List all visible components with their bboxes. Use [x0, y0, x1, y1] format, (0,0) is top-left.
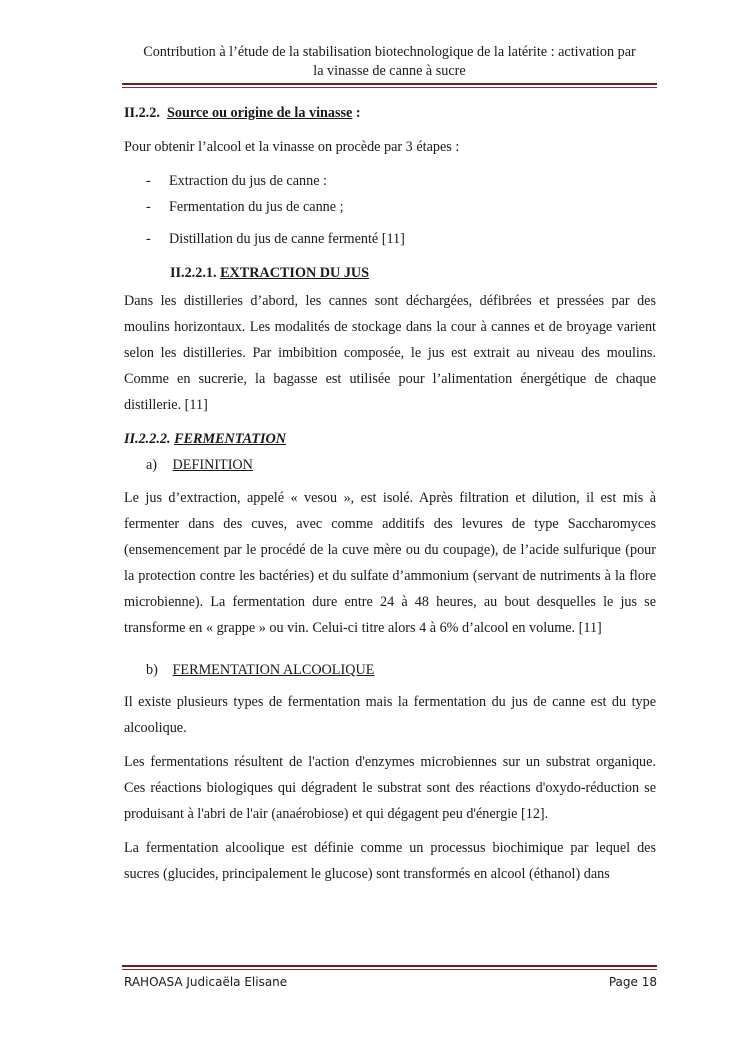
step-text: Distillation du jus de canne fermenté [11] [169, 231, 405, 247]
alcoholic-paragraph-3: La fermentation alcoolique est définie comme un processus biochimique par lequel des sucres (glucides, principalement le glucose) sont transformés en alcool (éthanol) dans [124, 840, 656, 882]
footer-page-number: Page 18 [608, 975, 657, 989]
fermentation-title: FERMENTATION [174, 431, 287, 447]
alcoholic-heading [124, 657, 656, 683]
section-number: II.2.2. [124, 105, 160, 121]
definition-title: DEFINITION [172, 457, 253, 473]
footer-rule-thin [122, 969, 657, 970]
fermentation-number: II.2.2.2. [124, 431, 171, 447]
list-item: - Distillation du jus de canne fermenté [11] [146, 231, 405, 247]
fermentation-heading [124, 426, 656, 452]
extraction-paragraph: Dans les distilleries d’abord, les cannes sont déchargées, défibrées et pressées par des moulins horizontaux. Les modalités de stockage dans la cour à cannes et de broyage varient selon les distilleries. Par imbibition composée, le jus est extrait au niveau des moulins. Comme en sucrerie, la bagasse est utilisée pour l’alimentation énergétique de chaque distillerie. [11] [124, 293, 656, 413]
alcoholic-title: FERMENTATION ALCOOLIQUE [172, 662, 375, 678]
step-text: Fermentation du jus de canne ; [169, 199, 344, 215]
extraction-heading [124, 260, 656, 286]
page-body [124, 100, 656, 887]
alcoholic-paragraph-2: Les fermentations résultent de l'action d'enzymes microbiennes sur un substrat organique. Ces réactions biologiques qui dégradent le substrat sont des réactions d'oxydo-réduction se produisant à l'abri de l'air (anaérobiose) et qui dégagent peu d'énergie [12]. [124, 754, 656, 822]
section-title: Source ou origine de la vinasse [166, 105, 353, 121]
steps-list [124, 168, 656, 252]
extraction-number: II.2.2.1. [170, 265, 217, 281]
step-text: Extraction du jus de canne : [169, 173, 327, 189]
header-line-2: la vinasse de canne à sucre [313, 63, 466, 79]
list-item: - Fermentation du jus de canne ; [146, 199, 344, 215]
footer-rule-thick [122, 965, 657, 967]
section-heading [124, 100, 656, 126]
intro-paragraph: Pour obtenir l’alcool et la vinasse on procède par 3 étapes : [124, 139, 460, 155]
header-rule-thin [122, 87, 657, 88]
definition-paragraph: Le jus d’extraction, appelé « vesou », est isolé. Après filtration et dilution, il est mis à fermenter dans des cuves, avec comme additifs des levures de type Saccharomyces (ensemencement par le procédé de la cuve mère ou du coupage), de l’acide sulfurique (pour la protection contre les bactéries) et du sulfate d’ammonium (servant de nutriments à la flore microbienne). La fermentation dure entre 24 à 48 heures, au bout desquelles le jus se transforme en « grappe » ou vin. Celui-ci titre alors 4 à 6% d’alcool en volume. [11] [124, 490, 656, 636]
extraction-title: EXTRACTION DU JUS [220, 265, 370, 281]
footer-author: RAHOASA Judicaëla Elisane [124, 975, 288, 989]
definition-heading [124, 452, 656, 478]
list-item: - Extraction du jus de canne : [146, 173, 327, 189]
definition-label: a) [146, 457, 158, 473]
alcoholic-paragraph-1: Il existe plusieurs types de fermentation mais la fermentation du jus de canne est du type alcoolique. [124, 694, 656, 736]
header-rule-thick [122, 83, 657, 85]
section-suffix: : [352, 105, 361, 121]
alcoholic-label: b) [146, 662, 158, 678]
header-line-1: Contribution à l’étude de la stabilisation biotechnologique de la latérite : activation par [143, 44, 636, 60]
running-header [118, 43, 661, 81]
